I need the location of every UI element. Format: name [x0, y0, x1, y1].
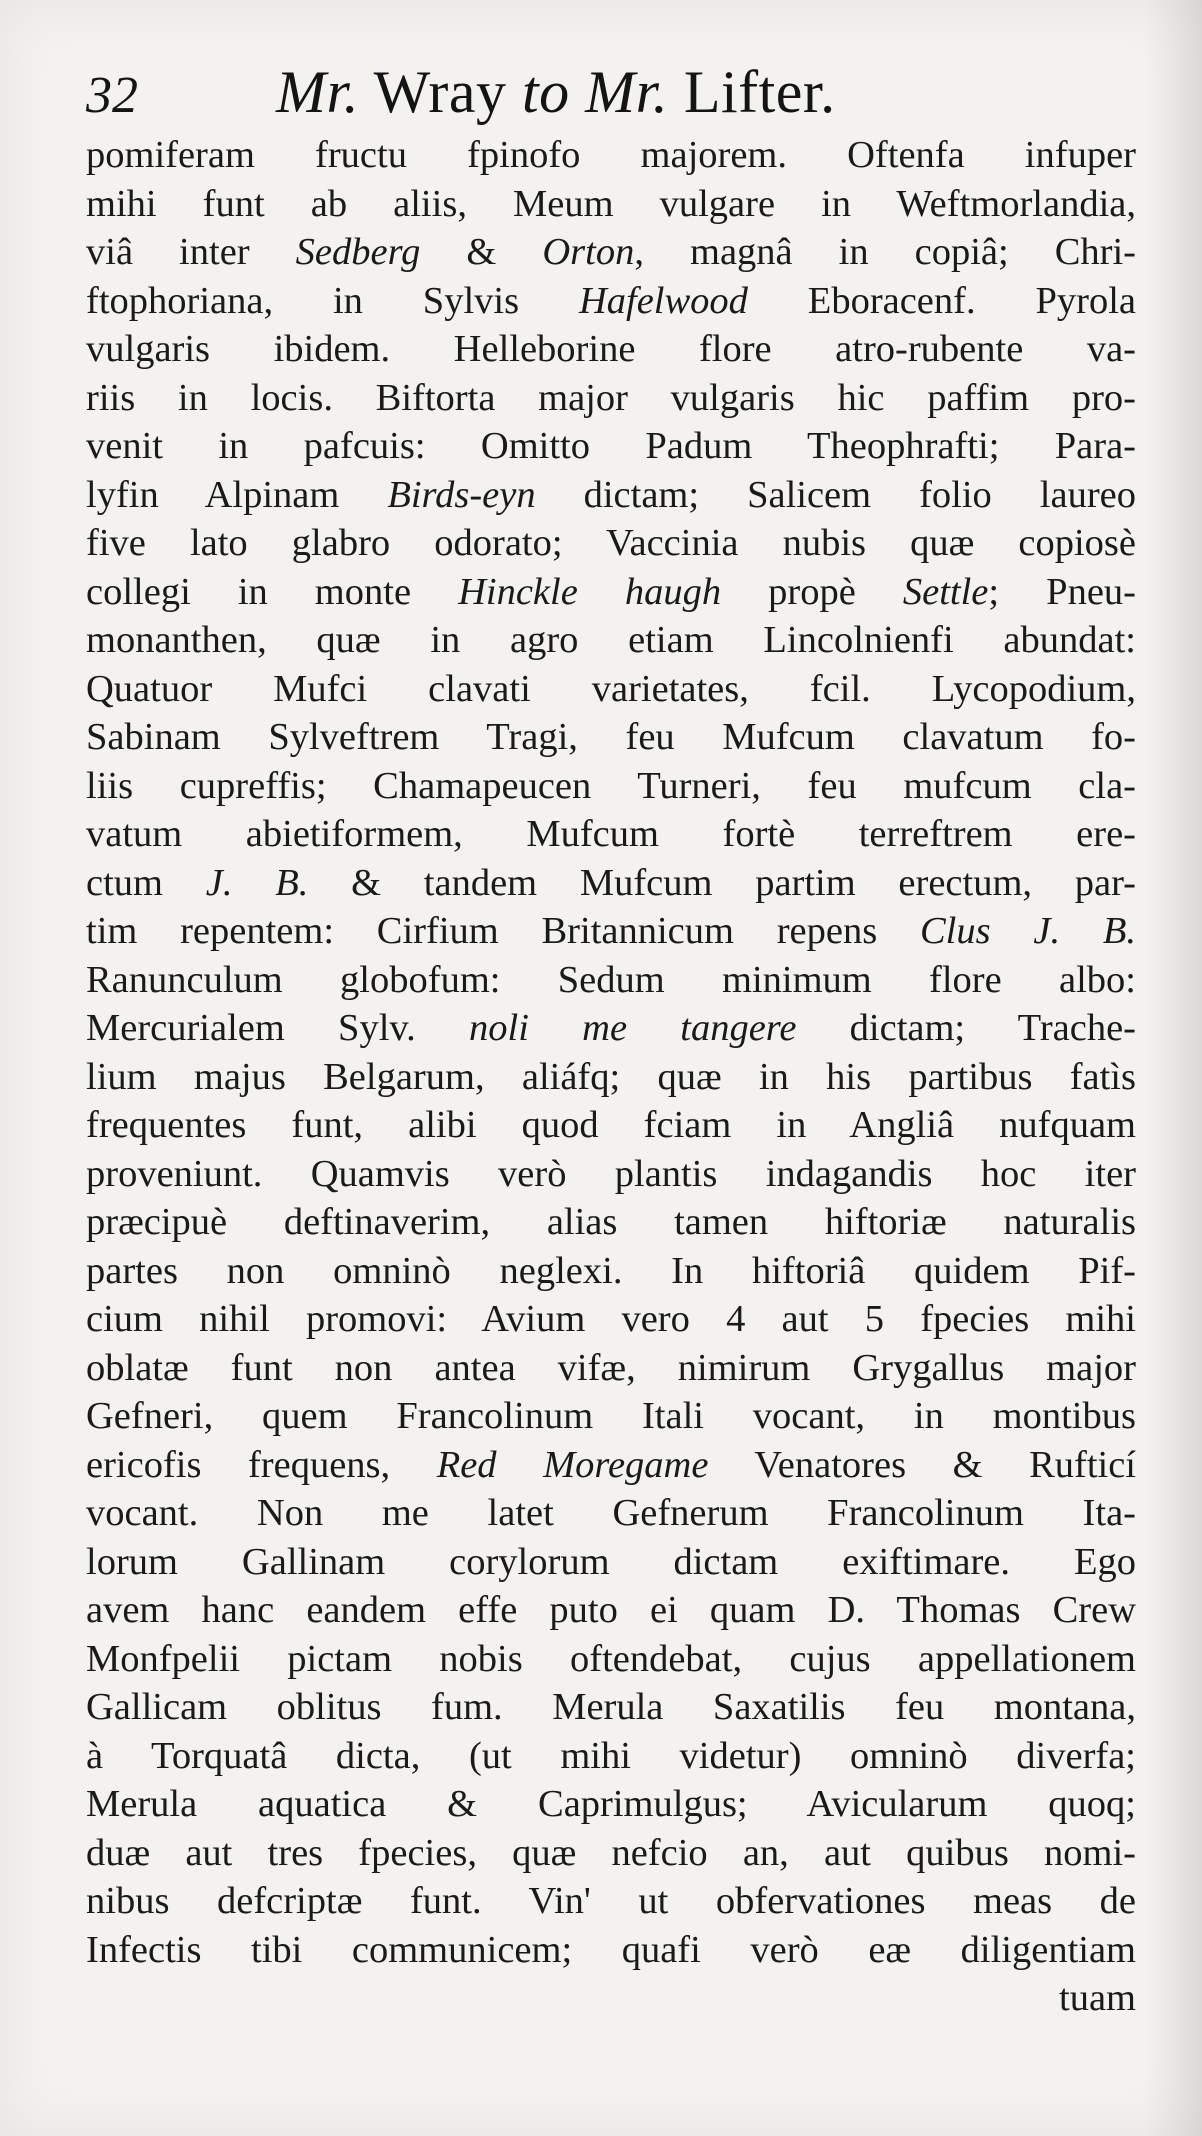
text-run: vocant. Non me latet Gefnerum Francolinum Ita-	[86, 1492, 1136, 1534]
text-run: lyfin Alpinam	[86, 473, 388, 516]
text-line	[86, 665, 1136, 714]
text-run: venit in pafcuis: Omitto Padum Theophrafti; Para-	[86, 425, 1136, 467]
text-run: liis cupreffis; Chamapeucen Turneri, feu mufcum cla-	[86, 764, 1136, 807]
text-line	[86, 1877, 1136, 1926]
text-line	[86, 471, 1136, 520]
running-head-from-name: Wray	[373, 59, 507, 125]
text-run: Quatuor Mufci clavati varietates, fcil. Lycopodium,	[86, 667, 1136, 710]
page-header	[86, 58, 1146, 142]
text-run: Ranunculum globofum: Sedum minimum flore albo:	[86, 958, 1136, 1001]
text-line	[86, 810, 1136, 859]
text-line	[86, 568, 1136, 617]
text-line	[86, 131, 1136, 180]
text-line	[86, 762, 1136, 811]
text-line	[86, 1683, 1136, 1732]
text-run: vulgaris ibidem. Helleborine flore atro-rubente va-	[86, 328, 1136, 370]
text-run: five lato glabro odorato; Vaccinia nubis quæ copiosè	[86, 522, 1136, 564]
page-number: 32	[86, 67, 138, 124]
text-run: à Torquatâ dicta, (ut mihi videtur) omninò diverfa;	[86, 1734, 1136, 1777]
italic-text-run: Clus J. B.	[919, 910, 1136, 952]
running-head-mr-to: Mr.	[585, 59, 669, 125]
text-line	[86, 616, 1136, 665]
italic-text-run: Birds-eyn	[387, 473, 536, 516]
letter-body-text	[86, 131, 1136, 2023]
text-line	[86, 1150, 1136, 1199]
text-line	[86, 1635, 1136, 1684]
text-line	[86, 956, 1136, 1005]
italic-text-run: J. B.	[205, 861, 309, 904]
running-head-to-name: Lifter.	[683, 59, 836, 125]
text-run: lorum Gallinam corylorum dictam exiftimare. Ego	[86, 1540, 1136, 1583]
italic-text-run: Hafelwood	[578, 279, 748, 322]
text-run: viâ inter	[86, 231, 296, 273]
text-line	[86, 1489, 1136, 1538]
text-line	[86, 1344, 1136, 1393]
text-run: Monfpelii pictam nobis oftendebat, cujus appellationem	[86, 1637, 1136, 1680]
text-run: monanthen, quæ in agro etiam Lincolnienfi abundat:	[86, 619, 1136, 661]
text-line	[86, 1295, 1136, 1344]
text-run: dictam; Trache-	[796, 1007, 1136, 1049]
running-head	[276, 58, 836, 126]
text-run: Gallicam oblitus fum. Merula Saxatilis feu montana,	[86, 1686, 1136, 1728]
text-line	[86, 1586, 1136, 1635]
text-run: proveniunt. Quamvis verò plantis indagandis hoc iter	[86, 1152, 1136, 1195]
text-run: tuam	[1059, 1977, 1136, 2019]
text-run: Merula aquatica & Caprimulgus; Avicularum quoq;	[86, 1783, 1136, 1825]
text-line	[86, 907, 1136, 956]
text-run: tim repentem: Cirfium Britannicum repens	[86, 910, 920, 952]
text-run: oblatæ funt non antea vifæ, nimirum Grygallus major	[86, 1346, 1136, 1389]
text-run: cium nihil promovi: Avium vero 4 aut 5 fpecies mihi	[86, 1298, 1136, 1340]
text-run: , magnâ in copiâ; Chri-	[634, 231, 1136, 273]
text-run: riis in locis. Biftorta major vulgaris hic paffim pro-	[86, 376, 1136, 419]
text-run: ftophoriana, in Sylvis	[86, 279, 579, 322]
text-line	[86, 1974, 1136, 2023]
text-line	[86, 325, 1136, 374]
text-run: Eboracenf. Pyrola	[747, 279, 1136, 322]
text-line	[86, 519, 1136, 568]
text-line	[86, 1926, 1136, 1975]
text-run: propè	[721, 570, 903, 613]
text-line	[86, 1053, 1136, 1102]
text-line	[86, 277, 1136, 326]
text-line	[86, 1198, 1136, 1247]
text-run: dictam; Salicem folio laureo	[535, 473, 1137, 516]
text-run: partes non omninò neglexi. In hiftoriâ quidem Pif-	[86, 1249, 1136, 1292]
text-run: præcipuè deftinaverim, alias tamen hiftoriæ naturalis	[86, 1201, 1136, 1243]
text-line	[86, 1004, 1136, 1053]
text-run: ericofis frequens,	[86, 1443, 437, 1486]
italic-text-run: Red Moregame	[436, 1443, 709, 1486]
text-run: ; Pneu-	[988, 570, 1136, 613]
text-line	[86, 713, 1136, 762]
text-line	[86, 1538, 1136, 1587]
running-head-to: to	[521, 59, 570, 125]
text-line	[86, 1392, 1136, 1441]
text-line	[86, 1247, 1136, 1296]
text-line	[86, 1780, 1136, 1829]
text-line	[86, 180, 1136, 229]
text-run: avem hanc eandem effe puto ei quam D. Thomas Crew	[86, 1589, 1136, 1631]
text-run: pomiferam fructu fpinofo majorem. Oftenfa infuper	[86, 134, 1136, 176]
running-head-mr-from: Mr.	[276, 59, 360, 125]
text-line	[86, 1829, 1136, 1878]
text-run: duæ aut tres fpecies, quæ nefcio an, aut quibus nomi-	[86, 1831, 1136, 1874]
text-run: nibus defcriptæ funt. Vin' ut obfervationes meas de	[86, 1880, 1136, 1922]
text-run: ctum	[86, 861, 206, 904]
text-run: & tandem Mufcum partim erectum, par-	[308, 861, 1136, 904]
text-run: Sabinam Sylveftrem Tragi, feu Mufcum clavatum fo-	[86, 716, 1136, 758]
text-run: Venatores & Rufticí	[708, 1443, 1137, 1486]
italic-text-run: Orton	[542, 231, 635, 273]
text-line	[86, 228, 1136, 277]
italic-text-run: Hinckle haugh	[458, 570, 722, 613]
text-run: Mercurialem Sylv.	[86, 1007, 470, 1049]
text-line	[86, 859, 1136, 908]
text-run: frequentes funt, alibi quod fciam in Angliâ nufquam	[86, 1104, 1136, 1146]
italic-text-run: Settle	[902, 570, 989, 613]
text-run: Gefneri, quem Francolinum Itali vocant, in montibus	[86, 1395, 1136, 1437]
text-line	[86, 1732, 1136, 1781]
italic-text-run: noli me tangere	[469, 1007, 797, 1049]
text-run: collegi in monte	[86, 570, 459, 613]
text-line	[86, 374, 1136, 423]
text-line	[86, 422, 1136, 471]
text-run: lium majus Belgarum, aliáfq; quæ in his partibus fatìs	[86, 1055, 1136, 1098]
text-run: Infectis tibi communicem; quafi verò eæ diligentiam	[86, 1928, 1136, 1971]
text-line	[86, 1441, 1136, 1490]
text-run: &	[420, 231, 543, 273]
italic-text-run: Sedberg	[295, 231, 421, 273]
text-line	[86, 1101, 1136, 1150]
text-run: vatum abietiformem, Mufcum fortè terreftrem ere-	[86, 813, 1136, 855]
text-run: mihi funt ab aliis, Meum vulgare in Weftmorlandia,	[86, 182, 1136, 225]
page-edge-shadow	[1142, 0, 1202, 2136]
